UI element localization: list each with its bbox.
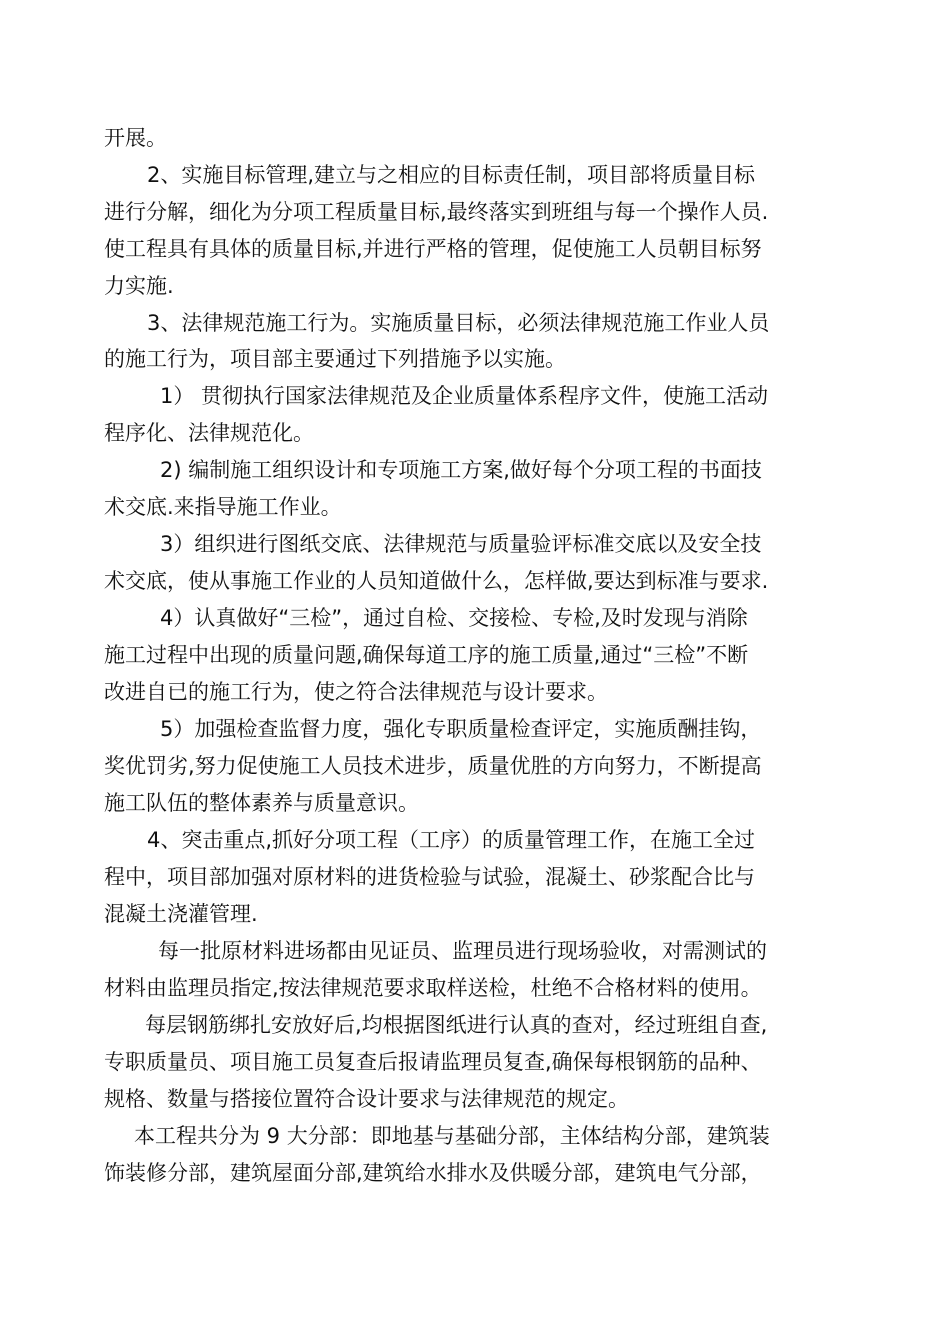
text-line: 使工程具有具体的质量目标,并进行严格的管理，促使施工人员朝目标努 (104, 237, 762, 261)
text-line: 改进自已的施工行为，使之符合法律规范与设计要求。 (104, 680, 608, 704)
text-line: 2、实施目标管理,建立与之相应的目标责任制，项目部将质量目标 (147, 163, 756, 187)
text-line: 程中，项目部加强对原材料的进货检验与试验，混凝土、砂浆配合比与 (104, 865, 755, 889)
text-line: 本工程共分为 9 大分部：即地基与基础分部，主体结构分部，建筑装 (134, 1124, 770, 1148)
text-line: 程序化、法律规范化。 (104, 421, 314, 445)
text-line: 每层钢筋绑扎安放好后,均根据图纸进行认真的查对，经过班组自查, (145, 1013, 768, 1037)
text-line: 专职质量员、项目施工员复查后报请监理员复查,确保每根钢筋的品种、 (104, 1050, 762, 1074)
text-line: 5）加强检查监督力度，强化专职质量检查评定，实施质酬挂钩， (160, 717, 762, 741)
text-line: 饰装修分部，建筑屋面分部,建筑给水排水及供暖分部，建筑电气分部， (104, 1161, 762, 1185)
text-line: 4）认真做好“三检”，通过自检、交接检、专检,及时发现与消除 (160, 606, 748, 630)
text-line: 2) 编制施工组织设计和专项施工方案,做好每个分项工程的书面技 (160, 458, 762, 482)
text-line: 3、法律规范施工行为。实施质量目标，必须法律规范施工作业人员 (147, 311, 770, 335)
text-line: 开展。 (104, 126, 167, 150)
text-line: 混凝土浇灌管理. (104, 902, 258, 926)
text-line: 力实施. (104, 274, 174, 298)
text-line: 每一批原材料进场都由见证员、监理员进行现场验收，对需测试的 (158, 939, 767, 963)
text-line: 1） 贯彻执行国家法律规范及企业质量体系程序文件，使施工活动 (160, 384, 769, 408)
text-line: 术交底，使从事施工作业的人员知道做什么，怎样做,要达到标准与要求. (104, 569, 769, 593)
text-line: 施工队伍的整体素养与质量意识。 (104, 791, 419, 815)
text-line: 奖优罚劣,努力促使施工人员技术进步，质量优胜的方向努力，不断提高 (104, 754, 762, 778)
text-line: 3）组织进行图纸交底、法律规范与质量验评标准交底以及安全技 (160, 532, 762, 556)
text-line: 术交底.来指导施工作业。 (104, 495, 342, 519)
text-line: 材料由监理员指定,按法律规范要求取样送检，杜绝不合格材料的使用。 (104, 976, 762, 1000)
text-line: 进行分解，细化为分项工程质量目标,最终落实到班组与每一个操作人员. (104, 200, 769, 224)
text-line: 施工过程中出现的质量问题,确保每道工序的施工质量,通过“三检”不断 (104, 643, 749, 667)
text-line: 4、突击重点,抓好分项工程（工序）的质量管理工作，在施工全过 (147, 828, 756, 852)
text-line: 的施工行为，项目部主要通过下列措施予以实施。 (104, 347, 566, 371)
text-line: 规格、数量与搭接位置符合设计要求与法律规范的规定。 (104, 1087, 629, 1111)
